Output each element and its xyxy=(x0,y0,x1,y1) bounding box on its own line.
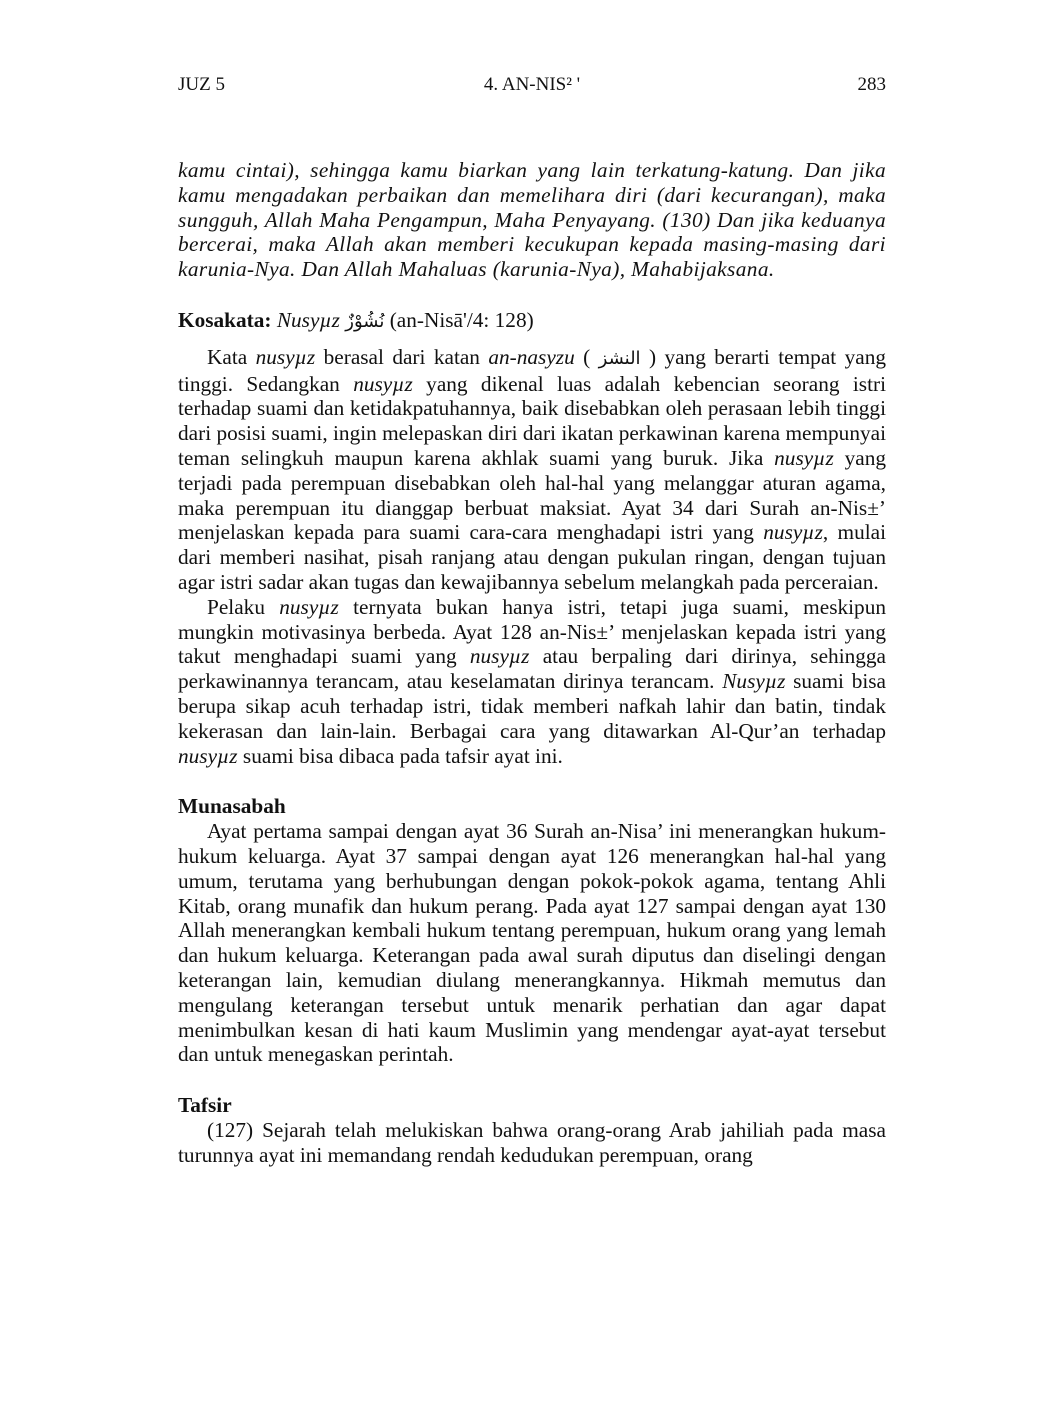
term-italic: nusyµz xyxy=(279,594,339,619)
term-italic: nusyµz xyxy=(763,520,823,545)
kosakata-paragraph-1 xyxy=(178,345,886,595)
text-run: suami bisa dibaca pada tafsir ayat ini. xyxy=(237,743,563,768)
kosakata-reference: (an-Nisā'/4: 128) xyxy=(389,307,534,332)
arabic-term: النشز xyxy=(598,347,641,369)
kosakata-heading xyxy=(178,308,886,335)
page-number: 283 xyxy=(857,74,886,95)
munasabah-paragraph: Ayat pertama sampai dengan ayat 36 Surah an-Nisa’ ini menerangkan hukum-hukum keluarga. Ayat 37 sampai dengan ayat 126 menerangkan hal-hal yang umum, terutama yang berhubungan dengan pokok-pokok agama, tentang Ahli Kitab, orang munafik dan hukum perang. Pada ayat 127 sampai dengan ayat 130 Allah menerangkan kembali hukum tentang perempuan, hukum orang yang lemah dan hukum keluarga. Keterangan pada awal surah diputus dan diselingi dengan keterangan lain, kemudian diulang menerangkannya. Hikmah memutus dan mengulang keterangan tersebut untuk menarik perhatian dan agar dapat menimbulkan kesan di hati kaum Muslimin yang mendengar ayat-ayat tersebut dan untuk menegaskan perintah. xyxy=(178,819,886,1067)
juz-label: JUZ 5 xyxy=(178,74,225,95)
text-run: ) yang berarti tempat yang tinggi. Sedangkan xyxy=(178,344,886,396)
text-run: ( xyxy=(574,344,599,369)
kosakata-paragraph-2 xyxy=(178,595,886,769)
running-header xyxy=(178,70,886,100)
tafsir-heading: Tafsir xyxy=(178,1093,232,1118)
munasabah-heading: Munasabah xyxy=(178,794,286,819)
term-italic: nusyµz xyxy=(774,445,834,470)
content xyxy=(178,158,886,1167)
term-italic: nusyµz xyxy=(178,743,238,768)
text-run: Pelaku xyxy=(207,594,280,619)
text-run: atau berpaling dari dirinya, sehingga perkawinannya terancam, atau keselamatan dirinya terancam. xyxy=(178,644,887,694)
text-run: Kata xyxy=(207,344,256,369)
kosakata-term: Nusyµz xyxy=(276,307,340,332)
page xyxy=(178,70,886,1167)
translation-paragraph: kamu cintai), sehingga kamu biarkan yang lain terkatung-katung. Dan jika kamu mengadakan perbaikan dan memelihara diri (dari kecurangan), maka sungguh, Allah Maha Pengampun, Maha Penyayang. (130) Dan jika keduanya bercerai, maka Allah akan memberi kecukupan kepada masing-masing dari karunia-Nya. Dan Allah Mahaluas (karunia-Nya), Mahabijaksana. xyxy=(178,158,886,282)
term-italic: nusyµz xyxy=(353,371,413,396)
term-italic: nusyµz xyxy=(469,644,530,669)
text-run: yang terjadi pada perempuan disebabkan oleh hal-hal yang melanggar aturan agama, maka perempuan itu dianggap berbuat maksiat. Ayat 34 dari Surah an-Nis±’ menjelaskan kepada para suami cara-cara menghadapi istri yang xyxy=(178,445,886,545)
text-run: berasal dari katan xyxy=(315,344,489,369)
surah-title: 4. AN-NIS² ' xyxy=(483,74,581,95)
term-italic: an-nasyzu xyxy=(488,344,575,369)
text-run: suami bisa berupa sikap acuh terhadap istri, tidak memberi nafkah lahir dan batin, tindak kekerasan dan lain-lain. Berbagai cara yang ditawarkan Al-Qur’an terhadap xyxy=(178,669,887,743)
term-italic: nusyµz xyxy=(255,344,316,369)
text-run: ternyata bukan hanya istri, tetapi juga suami, meskipun mungkin motivasinya berbeda. Ayat 128 an-Nis±’ menjelaskan kepada istri yang takut menghadapi suami yang xyxy=(178,594,886,669)
kosakata-arabic: نُشُوْزٌ xyxy=(345,310,385,332)
text-run: , mulai dari memberi nasihat, pisah ranjang atau dengan pukulan ringan, dengan tujuan agar istri sadar akan tugas dan kewajibannya sebelum melangkah pada perceraian. xyxy=(178,520,886,594)
kosakata-label: Kosakata: xyxy=(178,307,272,332)
term-italic: Nusyµz xyxy=(722,669,786,694)
tafsir-paragraph: (127) Sejarah telah melukiskan bahwa orang-orang Arab jahiliah pada masa turunnya ayat ini memandang rendah kedudukan perempuan, orang xyxy=(178,1117,886,1167)
text-run: yang dikenal luas adalah kebencian seorang istri terhadap suami dan ketidakpatuhannya, baik disebabkan oleh perasaan lebih tinggi dari posisi suami, ingin melepaskan diri dari ikatan perkawinan karena mempunyai teman selingkuh maupun karena akhlak suami yang buruk. Jika xyxy=(178,371,886,470)
